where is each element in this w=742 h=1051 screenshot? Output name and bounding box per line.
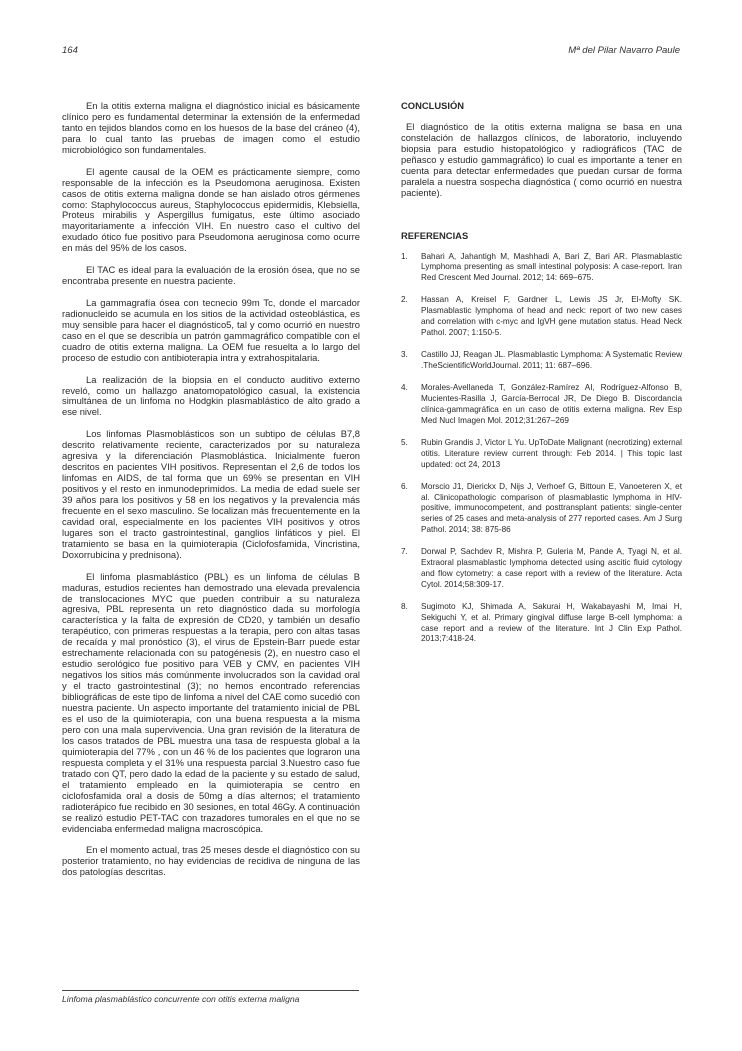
- body-paragraph: En la otitis externa maligna el diagnóstico inicial es básicamente clínico pero es fundamental determinar la extensión de la enfermedad tanto en tejidos blandos como en los huesos de la base del cráneo (4), para lo cual tanto las pruebas de imagen como el estudio microbiológico son fundamentales.: [62, 100, 360, 155]
- author-header: Mª del Pilar Navarro Paule: [568, 45, 680, 56]
- reference-item: [401, 438, 682, 470]
- reference-text: Castillo JJ, Reagan JL. Plasmablastic Lymphoma: A Systematic Review .TheScientificWorldJournal. 2011; 11: 687–696.: [421, 350, 682, 370]
- page-number: 164: [62, 45, 78, 56]
- reference-item: [401, 252, 682, 284]
- body-paragraph: El linfoma plasmablástico (PBL) es un linfoma de células B maduras, estudios recientes han demostrado una elevada prevalencia de translocaciones MYC que pueden contribuir a su naturaleza agresiva, PBL representa un reto diagnóstico dada su morfología característica y la falta de expresión de CD20, y también un desafío terapéutico, con primeras respuestas a la terapia, pero con altas tasas de recaída y mal pronóstico (3), el virus de Epstein-Barr puede estar estrechamente relacionada con su patogénesis (2), en nuestro caso el estudio serológico fue positivo para VEB y CMV, en pacientes VIH negativos los sitios más comúnmente involucrados son la cavidad oral y el tracto gastrointestinal (3); no hemos encontrado referencias bibliográficas de este tipo de linfoma a nivel del CAE como sucedió con nuestra paciente. Un aspecto importante del tratamiento inicial de PBL es el uso de la quimioterapia, con una buena respuesta a la misma pero con una mala supervivencia. Una gran revisión de la literatura de los casos tratados de PBL muestra una tasa de respuesta global a la quimioterapia del 77% , con un 46 % de los pacientes que lograron una respuesta completa y el 31% una respuesta parcial 3.Nuestro caso fue tratado con QT, pero dado la edad de la paciente y su estado de salud, el tratamiento empleado en la quimioterapia se centro en ciclofosfamida oral a dosis de 50mg a días alternos; el tratamiento radioterápico fue recibido en 30 sesiones, en total 46Gy. A continuación se realizó estudio PET-TAC con trazadores tumorales en el que no se evidenciaba enfermedad maligna macroscópica.: [62, 570, 360, 834]
- reference-number: 8.: [401, 602, 408, 611]
- conclusion-heading: CONCLUSIÓN: [401, 100, 465, 111]
- reference-number: 2.: [401, 295, 408, 305]
- reference-text: Hassan A, Kreisel F, Gardner L, Lewis JS Jr, El-Mofty SK. Plasmablastic lymphoma of head and neck: report of two new cases and correlation with c-myc and IgVH gene mutation status. Head Neck Pathol. 2007; 1:150-5.: [421, 295, 682, 337]
- body-left-column: [62, 101, 360, 889]
- reference-number: 6.: [401, 481, 408, 491]
- reference-item: [401, 547, 682, 590]
- body-paragraph: La gammagrafía ósea con tecnecio 99m Tc, donde el marcador radionucleido se acumula en los sitios de la actividad osteoblástica, es muy sensible para hacer el diagnóstico5, tal y como ocurrió en nuestro caso en el que se describía un patrón gammagráfico compatible con el cuadro de otitis externa maligna. La OEM fue resuelta a lo largo del proceso de estudio con antibioterapia intra y extrahospitalaria.: [62, 296, 360, 363]
- reference-text: Rubin Grandis J, Victor L Yu. UpToDate Malignant (necrotizing) external otitis. Literature review current through: Feb 2014. | This topic last updated: oct 24, 2013: [421, 437, 682, 469]
- body-paragraph: El TAC es ideal para la evaluación de la erosión ósea, que no se encontraba presente en nuestra paciente.: [62, 264, 360, 287]
- references-heading: REFERENCIAS: [401, 229, 469, 241]
- reference-list: [401, 252, 682, 646]
- reference-text: Bahari A, Jahantigh M, Mashhadi A, Bari Z, Bari AR. Plasmablastic Lymphoma presenting as small intestinal polyposis: A case-report. Iran Red Crescent Med Journal. 2012; 14: 669–675.: [421, 251, 682, 283]
- body-paragraph: La realización de la biopsia en el conducto auditivo externo reveló, como un hallazgo anatomopatológico casual, la existencia simultánea de un linfoma no Hodgkin plasmablástico de alto grado a ese nivel.: [62, 373, 360, 418]
- footer-running-title: Linfoma plasmablástico concurrente con otitis externa maligna: [62, 994, 300, 1004]
- conclusion-paragraph: El diagnóstico de la otitis externa maligna se basa en una constelación de hallazgos clínicos, de laboratorio, incluyendo biopsia para estudio histopatológico y radiográficos (TAC de peñasco y estudio gammagráfico) lo cual es importante a tener en cuenta para detectar enfermedades que puedan cursar de forma paralela a nuestra sospecha diagnóstica ( como ocurrió en nuestra paciente).: [401, 120, 682, 198]
- body-paragraph: El agente causal de la OEM es prácticamente siempre, como responsable de la infección es la Pseudomona aeruginosa. Existen casos de otitis externa maligna donde se han aislado otros gérmenes como: Staphylococcus aureus, Staphylococcus epidermidis, Klebsiella, Proteus mirabilis y Aspergillus fumigatus, este último asociado mayoritariamente a infección VIH. En nuestro caso el cultivo del exudado ótico fue positivo para Pseudomona aeruginosa como ocurre en más del 95% de los casos.: [62, 165, 360, 254]
- reference-item: [401, 383, 682, 426]
- body-paragraph: En el momento actual, tras 25 meses desde el diagnóstico con su posterior tratamiento, no hay evidencias de recidiva de ninguna de las dos patologías descritas.: [62, 844, 360, 878]
- reference-number: 4.: [401, 383, 408, 393]
- reference-item: [401, 295, 682, 338]
- reference-text: Sugimoto KJ, Shimada A, Sakurai H, Wakabayashi M, Imai H, Sekiguchi Y, et al. Primary gingival diffuse large B-cell lymphoma: a case report and a review of the literature. Int J Clin Exp Pathol. 2013;7:418-24.: [421, 602, 682, 644]
- reference-number: 7.: [401, 547, 408, 557]
- reference-number: 5.: [401, 437, 408, 447]
- reference-number: 3.: [401, 350, 408, 360]
- body-paragraph: Los linfomas Plasmoblásticos son un subtipo de células B7,8 descrito relativamente reciente, caracterizados por su naturaleza agresiva y la diferenciación Plasmoblástica. Inicialmente fueron descritos en pacientes VIH positivos. Representan el 2,6 de todos los linfomas en AIDS, de tal forma que un 69% se presentan en VIH positivos y el resto en inmunodeprimidos. La media de edad suele ser 39 años para los positivos y 58 en los negativos y la prevalencia más frecuente en el sexo masculino. Se localizan más frecuentemente en la cavidad oral, especialmente en los pacientes VIH positivos y otros lugares son el tracto gastrointestinal, ganglios linfáticos y piel. El tratamiento se basa en la quimioterapia (Ciclofosfamida, Vincristina, Doxorrubicina y prednisona).: [62, 428, 360, 560]
- footer-divider: [62, 990, 359, 991]
- reference-text: Morales-Avellaneda T, González-Ramírez AI, Rodríguez-Alfonso B, Mucientes-Rasilla J, García-Berrocal JR, De Diego B. Discordancia clínica-gammagráfica en un caso de otitis externa maligna. Rev Esp Med Nucl Imagen Mol. 2012;31:267–269: [421, 383, 682, 425]
- reference-item: [401, 602, 682, 645]
- reference-item: [401, 350, 682, 372]
- reference-text: Dorwal P, Sachdev R, Mishra P, Guleria M, Pande A, Tyagi N, et al. Extraoral plasmablastic lymphoma detected using ascitic fluid cytology and flow cytometry: a case report with a review of the literature. Acta Cytol. 2014;58:309-17.: [421, 547, 682, 589]
- reference-item: [401, 482, 682, 536]
- body-right-column: [401, 101, 682, 657]
- reference-number: 1.: [401, 251, 408, 261]
- reference-text: Morscio J1, Dierickx D, Nijs J, Verhoef G, Bittoun E, Vanoeteren X, et al. Clinicopathologic comparison of plasmablastic lymphoma in HIV-positive, immunocompetent, and posttransplant patients: single-center series of 25 cases and meta-analysis of 277 reported cases. Am J Surg Pathol. 2014; 38: 875-86: [421, 481, 682, 535]
